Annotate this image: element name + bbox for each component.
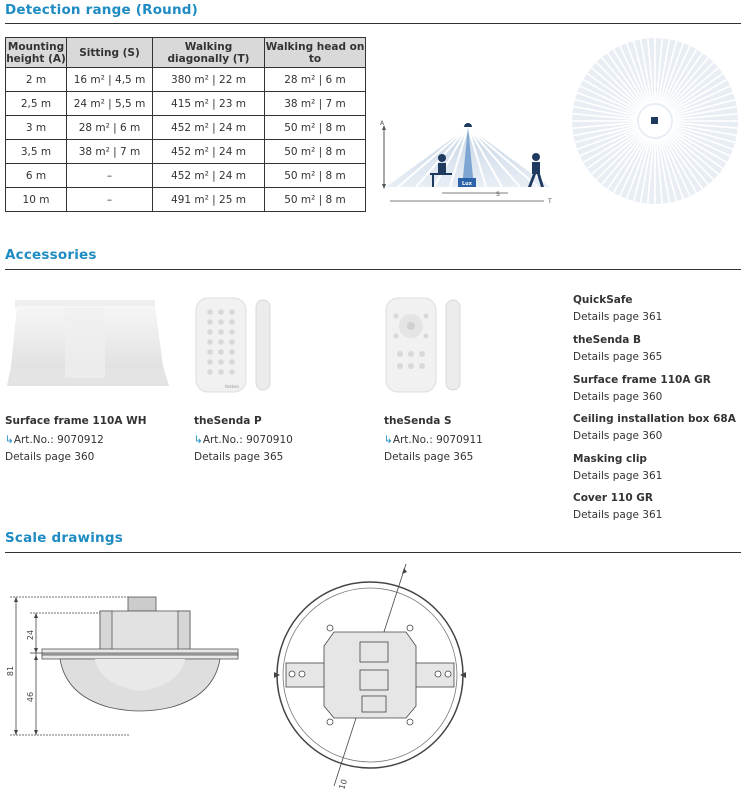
table-row <box>6 92 366 116</box>
remote-button <box>207 309 213 315</box>
table-cell: 452 m² | 24 m <box>153 140 265 164</box>
reference-name: QuickSafe <box>573 294 633 306</box>
remote-button <box>229 369 235 375</box>
dimension-label-t: T <box>548 198 552 205</box>
column-header: Sitting (S) <box>67 38 153 68</box>
table-row <box>6 116 366 140</box>
remote-button <box>229 309 235 315</box>
remote-button <box>207 359 213 365</box>
remote-button <box>207 329 213 335</box>
arrow-icon <box>402 568 407 574</box>
reference-details-link[interactable]: Details page 360 <box>573 391 663 403</box>
remote-button <box>229 349 235 355</box>
remote-button <box>229 359 235 365</box>
remote-button <box>218 329 224 335</box>
thesenda-p-image <box>192 296 292 396</box>
dimension-label-s: S <box>496 191 500 198</box>
table-cell: 10 m <box>6 188 67 212</box>
section-rule <box>5 552 741 553</box>
table-row <box>6 164 366 188</box>
accessory-art-no: ↳ Art.No.: 9070910 <box>194 434 293 446</box>
remote-brand: theben <box>224 384 240 389</box>
remote-button <box>218 309 224 315</box>
table-cell: 380 m² | 22 m <box>153 68 265 92</box>
table-row <box>6 188 366 212</box>
remote-button <box>229 329 235 335</box>
table-cell: 452 m² | 24 m <box>153 116 265 140</box>
round-detection-diagram <box>570 37 740 205</box>
side-detection-diagram <box>378 115 558 210</box>
dimension-upper: 24 <box>26 629 35 641</box>
reference-details-link[interactable]: Details page 365 <box>573 351 663 363</box>
surface-frame-image <box>5 296 170 394</box>
reference-details-link[interactable]: Details page 361 <box>573 470 663 482</box>
table-cell: 24 m² | 5,5 m <box>67 92 153 116</box>
dimension-lower: 46 <box>26 691 35 703</box>
accessory-art-no: ↳ Art.No.: 9070912 <box>5 434 104 446</box>
table-cell: 2 m <box>6 68 67 92</box>
sensor-icon <box>464 123 472 127</box>
column-header: Mounting height (A) <box>6 38 67 68</box>
remote-button <box>218 359 224 365</box>
remote-button <box>218 369 224 375</box>
reference-name: Surface frame 110A GR <box>573 374 711 386</box>
section-rule <box>5 269 741 270</box>
remote-button <box>218 349 224 355</box>
table-header-row <box>6 38 366 68</box>
side-scale-drawing <box>0 585 250 745</box>
remote-button <box>229 319 235 325</box>
section-title-scale: Scale drawings <box>5 530 123 546</box>
table-cell: – <box>67 188 153 212</box>
table-cell: 3,5 m <box>6 140 67 164</box>
detection-table <box>5 37 366 212</box>
remote-button <box>207 349 213 355</box>
thesenda-s-image <box>382 296 482 396</box>
reference-name: theSenda B <box>573 334 642 346</box>
top-scale-drawing <box>270 560 480 800</box>
section-rule <box>5 23 741 24</box>
table-cell: 38 m² | 7 m <box>67 140 153 164</box>
table-cell: 50 m² | 8 m <box>265 188 366 212</box>
table-row <box>6 68 366 92</box>
remote-button <box>229 339 235 345</box>
table-cell: 28 m² | 6 m <box>265 68 366 92</box>
section-title-accessories: Accessories <box>5 247 97 263</box>
reference-name: Ceiling installation box 68A <box>573 413 736 425</box>
remote-button <box>207 339 213 345</box>
axis-label-a: A <box>379 120 385 127</box>
remote-button <box>218 339 224 345</box>
accessory-details-link[interactable]: Details page 365 <box>194 451 284 463</box>
table-cell: 6 m <box>6 164 67 188</box>
accessory-name: Surface frame 110A WH <box>5 415 147 427</box>
accessory-art-no: ↳ Art.No.: 9070911 <box>384 434 483 446</box>
remote-button <box>207 369 213 375</box>
column-header: Walking head on to <box>265 38 366 68</box>
remote-button <box>218 319 224 325</box>
table-cell: 2,5 m <box>6 92 67 116</box>
table-cell: 491 m² | 25 m <box>153 188 265 212</box>
table-cell: 28 m² | 6 m <box>67 116 153 140</box>
table-cell: 38 m² | 7 m <box>265 92 366 116</box>
dimension-screw: 10 <box>337 778 350 791</box>
table-cell: 50 m² | 8 m <box>265 164 366 188</box>
table-cell: 50 m² | 8 m <box>265 116 366 140</box>
lux-label: Lux <box>462 181 472 187</box>
column-header: Walking diagonally (T) <box>153 38 265 68</box>
reference-name: Masking clip <box>573 453 647 465</box>
table-cell: 415 m² | 23 m <box>153 92 265 116</box>
reference-details-link[interactable]: Details page 361 <box>573 509 663 521</box>
reference-details-link[interactable]: Details page 361 <box>573 311 663 323</box>
remote-button <box>207 319 213 325</box>
table-cell: 452 m² | 24 m <box>153 164 265 188</box>
table-row <box>6 140 366 164</box>
table-cell: 3 m <box>6 116 67 140</box>
accessory-details-link[interactable]: Details page 360 <box>5 451 95 463</box>
reference-details-link[interactable]: Details page 360 <box>573 430 663 442</box>
accessory-details-link[interactable]: Details page 365 <box>384 451 474 463</box>
dimension-total: 81 <box>6 665 15 677</box>
accessory-name: theSenda S <box>384 415 452 427</box>
accessory-name: theSenda P <box>194 415 262 427</box>
sensor-icon <box>651 117 658 124</box>
reference-name: Cover 110 GR <box>573 492 653 504</box>
table-cell: 50 m² | 8 m <box>265 140 366 164</box>
table-cell: 16 m² | 4,5 m <box>67 68 153 92</box>
section-title-detection: Detection range (Round) <box>5 2 199 18</box>
table-cell: – <box>67 164 153 188</box>
